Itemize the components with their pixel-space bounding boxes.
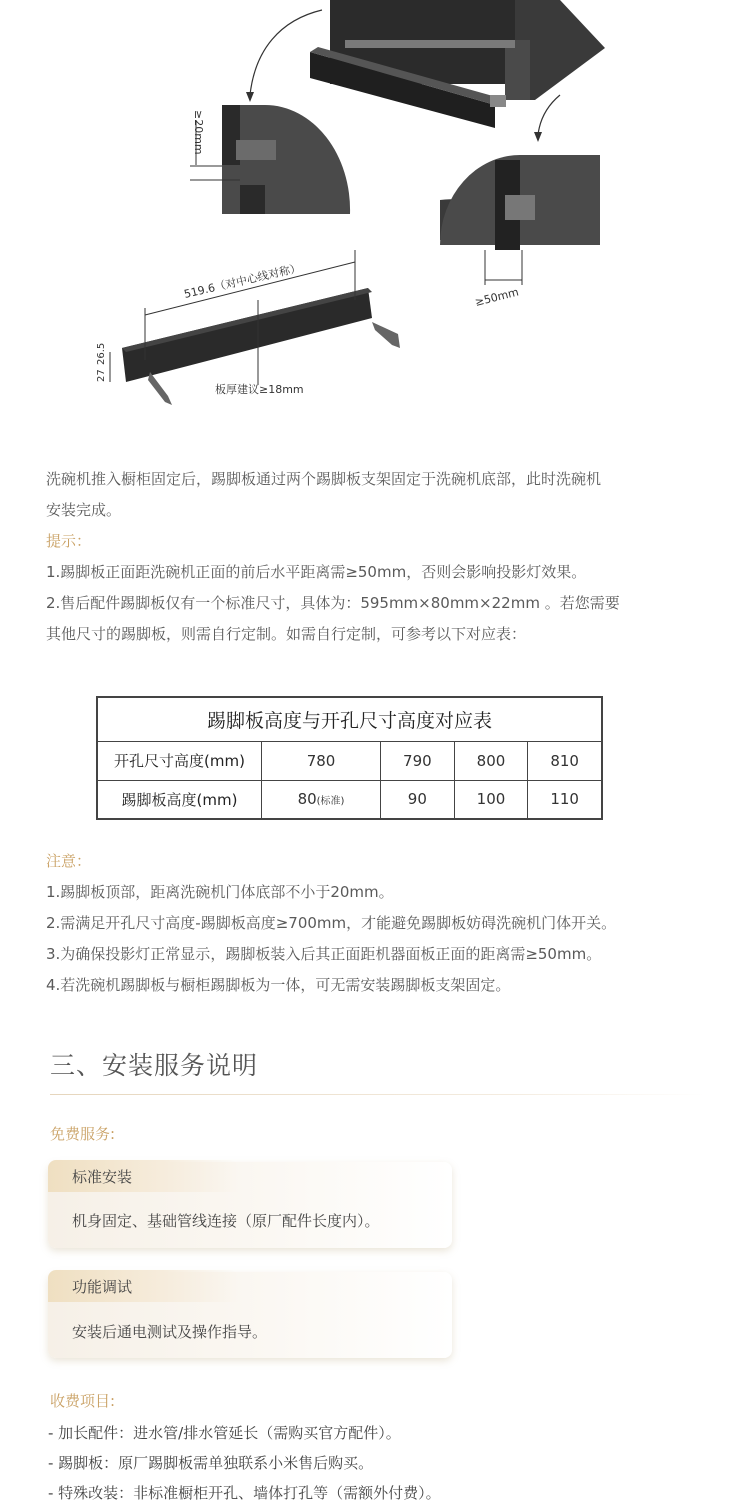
- row-header: 开孔尺寸高度(mm): [98, 742, 262, 781]
- fee-item: - 特殊改装：非标准橱柜开孔、墙体打孔等（需额外付费）。: [48, 1484, 441, 1500]
- table-row: [98, 742, 602, 781]
- free-services-label: 免费服务:: [50, 1125, 116, 1143]
- fee-item: - 踢脚板：原厂踢脚板需单独联系小米售后购买。: [48, 1454, 374, 1472]
- service-card-tab: 功能调试: [48, 1270, 238, 1302]
- dim-width-label: 519.6（对中心线对称）: [182, 261, 303, 301]
- tip-item: 1.踢脚板正面距洗碗机正面的前后水平距离需≥50mm，否则会影响投影灯效果。: [46, 563, 587, 581]
- table-cell: 810: [528, 742, 602, 781]
- notes-block: [46, 846, 706, 1001]
- tip-item: 2.售后配件踢脚板仅有一个标准尺寸，具体为：595mm×80mm×22mm 。若您需要: [46, 594, 620, 612]
- tips-label: 提示：: [46, 532, 92, 550]
- table-cell: 100: [454, 780, 528, 819]
- table-cell: 780: [262, 742, 381, 781]
- section-title: 三、安装服务说明: [50, 1051, 259, 1080]
- dim-height-b-label: 26.5: [96, 342, 107, 365]
- row-header: 踢脚板高度(mm): [98, 780, 262, 819]
- installation-illustration: [0, 0, 750, 440]
- table-cell: [262, 780, 381, 819]
- dim-height-a-label: 27: [96, 369, 107, 382]
- fee-item: - 加长配件：进水管/排水管延长（需购买官方配件）。: [48, 1424, 401, 1442]
- table-cell: 800: [454, 742, 528, 781]
- service-card-tab: 标准安装: [48, 1160, 238, 1192]
- dim-left-label: ≥20mm: [192, 110, 205, 155]
- note-item: 1.踢脚板顶部，距离洗碗机门体底部不小于20mm。: [46, 883, 394, 901]
- tips-block: [46, 526, 706, 650]
- fees-label: 收费项目:: [50, 1392, 116, 1410]
- service-card-text: 安装后通电测试及操作指导。: [72, 1323, 268, 1341]
- curved-arrow-right-icon: [538, 95, 560, 135]
- tip-item: 其他尺寸的踢脚板，则需自行定制。如需自行定制，可参考以下对应表：: [46, 625, 527, 643]
- intro-line: 洗碗机推入橱柜固定后，踢脚板通过两个踢脚板支架固定于洗碗机底部，此时洗碗机: [46, 470, 602, 488]
- intro-paragraph: [46, 464, 706, 526]
- note-item: 3.为确保投影灯正常显示，踢脚板装入后其正面距机器面板正面的距离需≥50mm。: [46, 945, 602, 963]
- detail-right-icon: [440, 155, 600, 285]
- note-item: 2.需满足开孔尺寸高度-踢脚板高度≥700mm，才能避免踢脚板妨碍洗碗机门体开关。: [46, 914, 617, 932]
- table-cell: 90: [381, 780, 455, 819]
- notes-label: 注意：: [46, 852, 92, 870]
- cell-note: (标准): [316, 796, 345, 808]
- service-card-text: 机身固定、基础管线连接（原厂配件长度内）。: [72, 1212, 380, 1230]
- table-cell: 790: [381, 742, 455, 781]
- table-row: [98, 780, 602, 819]
- note-item: 4.若洗碗机踢脚板与橱柜踢脚板为一体，可无需安装踢脚板支架固定。: [46, 976, 511, 994]
- detail-left-icon: [190, 105, 350, 214]
- table-cell: 110: [528, 780, 602, 819]
- height-table: [96, 696, 603, 820]
- dim-right-label: ≥50mm: [473, 285, 521, 309]
- table-title: 踢脚板高度与开孔尺寸高度对应表: [98, 698, 602, 742]
- thickness-note-label: 板厚建议≥18mm: [215, 383, 304, 396]
- section-divider: [50, 1094, 705, 1095]
- cell-value: 80: [297, 790, 317, 809]
- intro-line: 安装完成。: [46, 501, 122, 519]
